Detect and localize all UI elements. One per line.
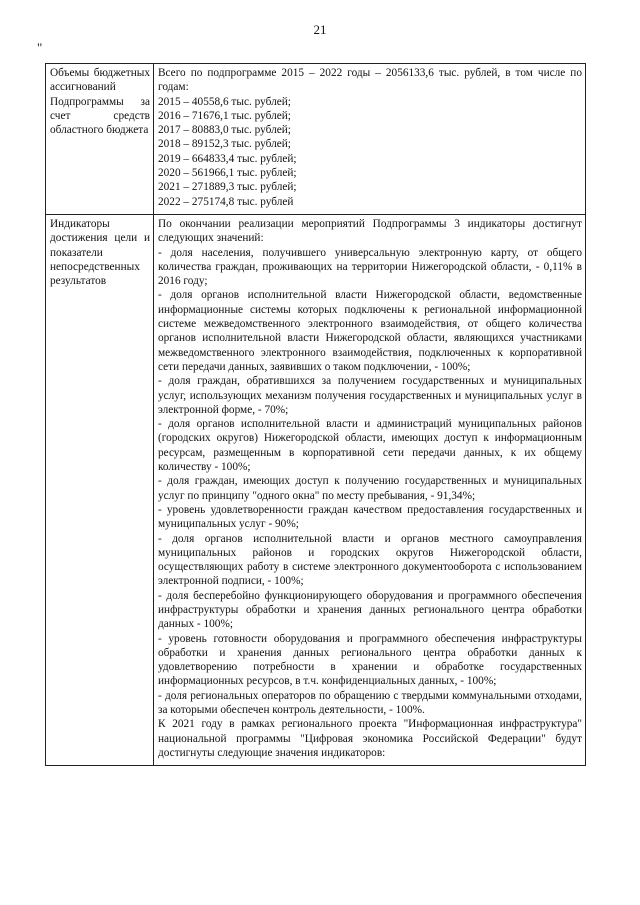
subprogram-passport-table (45, 63, 586, 766)
regional-project-paragraph: К 2021 году в рамках регионального проекта "Информационная инфраструктура" национальной программы "Цифровая экономика Российской Федерации" будут достигнуты следующие значения индикаторов: (158, 718, 582, 759)
row-label-indicators: Индикаторы достижения цели и показатели непосредственных результатов (46, 214, 154, 765)
budget-year-item: 2021 – 271889,3 тыс. рублей; (158, 181, 297, 194)
page-number: 21 (313, 22, 327, 37)
indicator-item: - доля бесперебойно функционирующего оборудования и программного обеспечения инфраструктуры обработки и хранения данных регионального центра обработки данных - 100%; (158, 589, 582, 631)
indicator-item: - доля граждан, имеющих доступ к получению государственных и муниципальных услуг по принципу "одного окна" по месту пребывания, - 91,34%; (158, 475, 582, 502)
indicator-item: - доля органов исполнительной власти и органов местного самоуправления муниципальных районов и городских округов Нижегородской области, осуществляющих работу в системе электронного документооборота с использованием электронной подписи, - 100%; (158, 532, 582, 588)
row-content-budget (154, 64, 586, 215)
indicator-item: - уровень готовности оборудования и программного обеспечения инфраструктуры обработки и хранения данных регионального центра обработки данных к удовлетворению потребности в хранении и обработке государственных информационных ресурсов, в т.ч. конфиденциальных данных, - 100%; (158, 632, 582, 688)
budget-year-item: 2018 – 89152,3 тыс. рублей; (158, 138, 291, 151)
indicator-item: - доля населения, получившего универсальную электронную карту, от общего количества граждан, проживающих на территории Нижегородской области, - 0,11% в 2016 году; (158, 246, 582, 288)
budget-total-text: Всего по подпрограмме 2015 – 2022 годы – 2056133,6 тыс. рублей, в том числе по годам: (158, 67, 582, 94)
indicator-item: - уровень удовлетворенности граждан качеством предоставления государственных и муниципальных услуг - 90%; (158, 503, 582, 531)
budget-year-item: 2020 – 561966,1 тыс. рублей; (158, 167, 297, 180)
indicators-intro: По окончании реализации мероприятий Подпрограммы 3 индикаторы достигнут следующих значений: (158, 217, 582, 245)
indicator-item: - доля органов исполнительной власти и администраций муниципальных районов (городских округов) Нижегородской области, имеющих доступ к информационным ресурсам, размещенным в корпоративной сети передачи данных, к их общему количеству - 100%; (158, 418, 582, 474)
table-row-indicators (46, 214, 586, 765)
budget-year-item: 2015 – 40558,6 тыс. рублей; (158, 95, 291, 108)
budget-year-item: 2022 – 275174,8 тыс. рублей (158, 195, 294, 208)
row-label-budget: Объемы бюджетных ассигнований Подпрограммы за счет средств областного бюджета (46, 64, 154, 215)
row-content-indicators (154, 214, 586, 765)
indicator-item: - доля органов исполнительной власти Нижегородской области, ведомственные информационные системы которых подключены к региональной информационной системе межведомственного электронного взаимодействия, от общего количества органов исполнительной власти Нижегородской области, являющихся участниками межведомственного электронного взаимодействия, подключенных к корпоративной сети передачи данных, заявивших о таком подключении, - 100%; (158, 289, 582, 373)
table-row-budget (46, 64, 586, 215)
indicator-item: - доля региональных операторов по обращению с твердыми коммунальными отходами, за которыми обеспечен контроль деятельности, - 100%. (158, 689, 582, 717)
budget-year-item: 2019 – 664833,4 тыс. рублей; (158, 152, 297, 165)
budget-year-item: 2016 – 71676,1 тыс. рублей; (158, 109, 291, 122)
indicator-item: - доля граждан, обратившихся за получением государственных и муниципальных услуг, использующих механизм получения государственных и муниципальных услуг в электронной форме, - 70%; (158, 375, 582, 416)
budget-year-item: 2017 – 80883,0 тыс. рублей; (158, 124, 291, 137)
opening-quote-mark: " (37, 40, 43, 55)
